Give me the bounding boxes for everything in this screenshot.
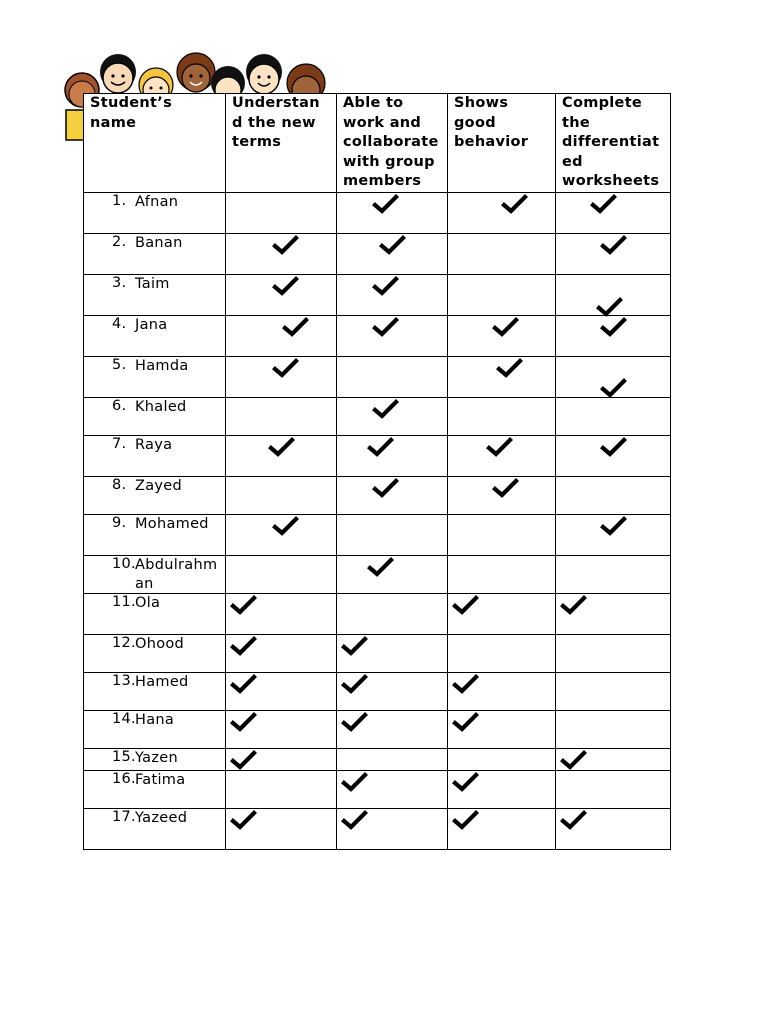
cell-group — [337, 315, 448, 356]
row-number: 1. — [112, 192, 127, 209]
checkmark-icon — [367, 557, 394, 578]
cell-group — [337, 356, 448, 397]
checkmark-icon — [272, 516, 299, 537]
cell-behavior — [448, 710, 556, 748]
checkmark-icon — [379, 235, 406, 256]
student-name-cell — [84, 476, 226, 514]
student-name-cell — [84, 233, 226, 274]
checkmark-icon — [600, 437, 627, 458]
row-number: 9. — [112, 514, 127, 531]
checkmark-icon — [230, 636, 257, 657]
row-number: 6. — [112, 397, 127, 414]
cell-group — [337, 233, 448, 274]
cell-group — [337, 274, 448, 315]
checkmark-icon — [367, 437, 394, 458]
checkmark-icon — [492, 478, 519, 499]
cell-behavior — [448, 356, 556, 397]
cell-terms — [226, 233, 337, 274]
cell-behavior — [448, 435, 556, 476]
student-name: Banan — [135, 234, 183, 251]
cell-terms — [226, 710, 337, 748]
checkmark-icon — [590, 194, 617, 215]
cell-worksheets — [556, 672, 671, 710]
header-group-work: Able to work and collaborate with group members — [337, 94, 448, 193]
student-name-cell — [84, 748, 226, 770]
checkmark-icon — [341, 712, 368, 733]
checkmark-icon — [268, 437, 295, 458]
checkmark-icon — [492, 317, 519, 338]
row-number: 10. — [112, 555, 136, 572]
cell-behavior — [448, 233, 556, 274]
student-name: Fatima — [135, 771, 186, 788]
cell-worksheets — [556, 593, 671, 634]
cell-behavior — [448, 808, 556, 849]
cell-group — [337, 808, 448, 849]
student-name: Khaled — [135, 398, 187, 415]
checkmark-icon — [452, 674, 479, 695]
cell-group — [337, 634, 448, 672]
cell-terms — [226, 397, 337, 435]
checkmark-icon — [272, 235, 299, 256]
checkmark-icon — [560, 810, 587, 831]
student-checklist-table — [83, 93, 671, 850]
cell-terms — [226, 356, 337, 397]
row-number: 5. — [112, 356, 127, 373]
table-row — [84, 672, 671, 710]
cell-terms — [226, 770, 337, 808]
student-name: Hana — [135, 711, 175, 728]
checkmark-icon — [496, 358, 523, 379]
cell-behavior — [448, 593, 556, 634]
checkmark-icon — [600, 317, 627, 338]
checkmark-icon — [341, 674, 368, 695]
student-name: Mohamed — [135, 515, 209, 532]
checkmark-icon — [600, 378, 627, 399]
checkmark-icon — [230, 810, 257, 831]
row-number: 12. — [112, 634, 136, 651]
student-name-cell — [84, 672, 226, 710]
header-worksheets: Complete the differentiat ed worksheets — [556, 94, 671, 193]
cell-behavior — [448, 672, 556, 710]
cell-terms — [226, 192, 337, 233]
checkmark-icon — [341, 636, 368, 657]
row-number: 8. — [112, 476, 127, 493]
table-row — [84, 710, 671, 748]
checkmark-icon — [272, 276, 299, 297]
header-row — [84, 94, 671, 193]
checkmark-icon — [501, 194, 528, 215]
checkmark-icon — [372, 317, 399, 338]
checkmark-icon — [452, 772, 479, 793]
cell-worksheets — [556, 435, 671, 476]
checkmark-icon — [230, 674, 257, 695]
student-name: Abdulrahm an — [135, 556, 218, 592]
checkmark-icon — [282, 317, 309, 338]
cell-behavior — [448, 555, 556, 593]
cell-worksheets — [556, 315, 671, 356]
checkmark-icon — [560, 750, 587, 771]
checkmark-icon — [600, 516, 627, 537]
checkmark-icon — [372, 399, 399, 420]
header-understand-terms: Understan d the new terms — [226, 94, 337, 193]
cell-terms — [226, 593, 337, 634]
checkmark-icon — [230, 712, 257, 733]
checkmark-icon — [452, 810, 479, 831]
student-name-cell — [84, 435, 226, 476]
table-row — [84, 593, 671, 634]
cell-worksheets — [556, 233, 671, 274]
checkmark-icon — [372, 194, 399, 215]
cell-group — [337, 192, 448, 233]
cell-terms — [226, 808, 337, 849]
cell-worksheets — [556, 356, 671, 397]
cell-terms — [226, 748, 337, 770]
row-number: 3. — [112, 274, 127, 291]
table-row — [84, 748, 671, 770]
row-number: 2. — [112, 233, 127, 250]
cell-behavior — [448, 274, 556, 315]
student-name-cell — [84, 555, 226, 593]
checkmark-icon — [452, 712, 479, 733]
student-name-cell — [84, 514, 226, 555]
student-name-cell — [84, 192, 226, 233]
student-name-cell — [84, 397, 226, 435]
cell-behavior — [448, 748, 556, 770]
row-number: 4. — [112, 315, 127, 332]
cell-terms — [226, 274, 337, 315]
cell-behavior — [448, 315, 556, 356]
row-number: 15. — [112, 748, 136, 765]
row-number: 13. — [112, 672, 136, 689]
student-name: Hamed — [135, 673, 189, 690]
table-row — [84, 555, 671, 593]
student-name: Ola — [135, 594, 161, 611]
cell-worksheets — [556, 274, 671, 315]
cell-group — [337, 555, 448, 593]
cell-group — [337, 476, 448, 514]
cell-terms — [226, 315, 337, 356]
checkmark-icon — [372, 478, 399, 499]
row-number: 11. — [112, 593, 136, 610]
checkmark-icon — [341, 772, 368, 793]
student-name-cell — [84, 274, 226, 315]
table-row — [84, 514, 671, 555]
table-row — [84, 192, 671, 233]
cell-worksheets — [556, 192, 671, 233]
student-name: Taim — [135, 275, 170, 292]
student-name-cell — [84, 315, 226, 356]
header-student-name: Student’s name — [84, 94, 226, 193]
cell-group — [337, 514, 448, 555]
cell-behavior — [448, 770, 556, 808]
student-name-cell — [84, 710, 226, 748]
cell-worksheets — [556, 397, 671, 435]
table-row — [84, 770, 671, 808]
cell-terms — [226, 476, 337, 514]
table-row — [84, 315, 671, 356]
cell-worksheets — [556, 555, 671, 593]
cell-behavior — [448, 514, 556, 555]
cell-group — [337, 770, 448, 808]
row-number: 7. — [112, 435, 127, 452]
checkmark-icon — [452, 595, 479, 616]
student-name-cell — [84, 770, 226, 808]
table-row — [84, 233, 671, 274]
table-row — [84, 435, 671, 476]
cell-behavior — [448, 634, 556, 672]
student-name-cell — [84, 356, 226, 397]
cell-terms — [226, 514, 337, 555]
cell-worksheets — [556, 748, 671, 770]
cell-group — [337, 397, 448, 435]
table-row — [84, 476, 671, 514]
student-name: Raya — [135, 436, 173, 453]
student-name: Ohood — [135, 635, 185, 652]
student-name-cell — [84, 634, 226, 672]
student-name: Yazeed — [135, 809, 188, 826]
student-name: Zayed — [135, 477, 183, 494]
cell-group — [337, 748, 448, 770]
cell-worksheets — [556, 514, 671, 555]
cell-terms — [226, 672, 337, 710]
table-row — [84, 356, 671, 397]
cell-worksheets — [556, 710, 671, 748]
checkmark-icon — [230, 750, 257, 771]
row-number: 14. — [112, 710, 136, 727]
cell-behavior — [448, 192, 556, 233]
table-row — [84, 808, 671, 849]
cell-group — [337, 672, 448, 710]
student-name: Afnan — [135, 193, 179, 210]
student-name: Yazen — [135, 749, 178, 766]
header-good-behavior: Shows good behavior — [448, 94, 556, 193]
cell-terms — [226, 555, 337, 593]
cell-behavior — [448, 397, 556, 435]
row-number: 16. — [112, 770, 136, 787]
student-name: Jana — [135, 316, 168, 333]
checkmark-icon — [341, 810, 368, 831]
cell-worksheets — [556, 808, 671, 849]
table-row — [84, 634, 671, 672]
checkmark-icon — [486, 437, 513, 458]
checkmark-icon — [560, 595, 587, 616]
row-number: 17. — [112, 808, 136, 825]
cell-terms — [226, 634, 337, 672]
cell-worksheets — [556, 770, 671, 808]
student-name-cell — [84, 593, 226, 634]
cell-worksheets — [556, 476, 671, 514]
table-row — [84, 274, 671, 315]
cell-group — [337, 593, 448, 634]
cell-group — [337, 435, 448, 476]
checkmark-icon — [230, 595, 257, 616]
cell-terms — [226, 435, 337, 476]
cell-behavior — [448, 476, 556, 514]
student-name-cell — [84, 808, 226, 849]
cell-group — [337, 710, 448, 748]
table-row — [84, 397, 671, 435]
checkmark-icon — [600, 235, 627, 256]
checkmark-icon — [372, 276, 399, 297]
checkmark-icon — [272, 358, 299, 379]
student-name: Hamda — [135, 357, 189, 374]
cell-worksheets — [556, 634, 671, 672]
